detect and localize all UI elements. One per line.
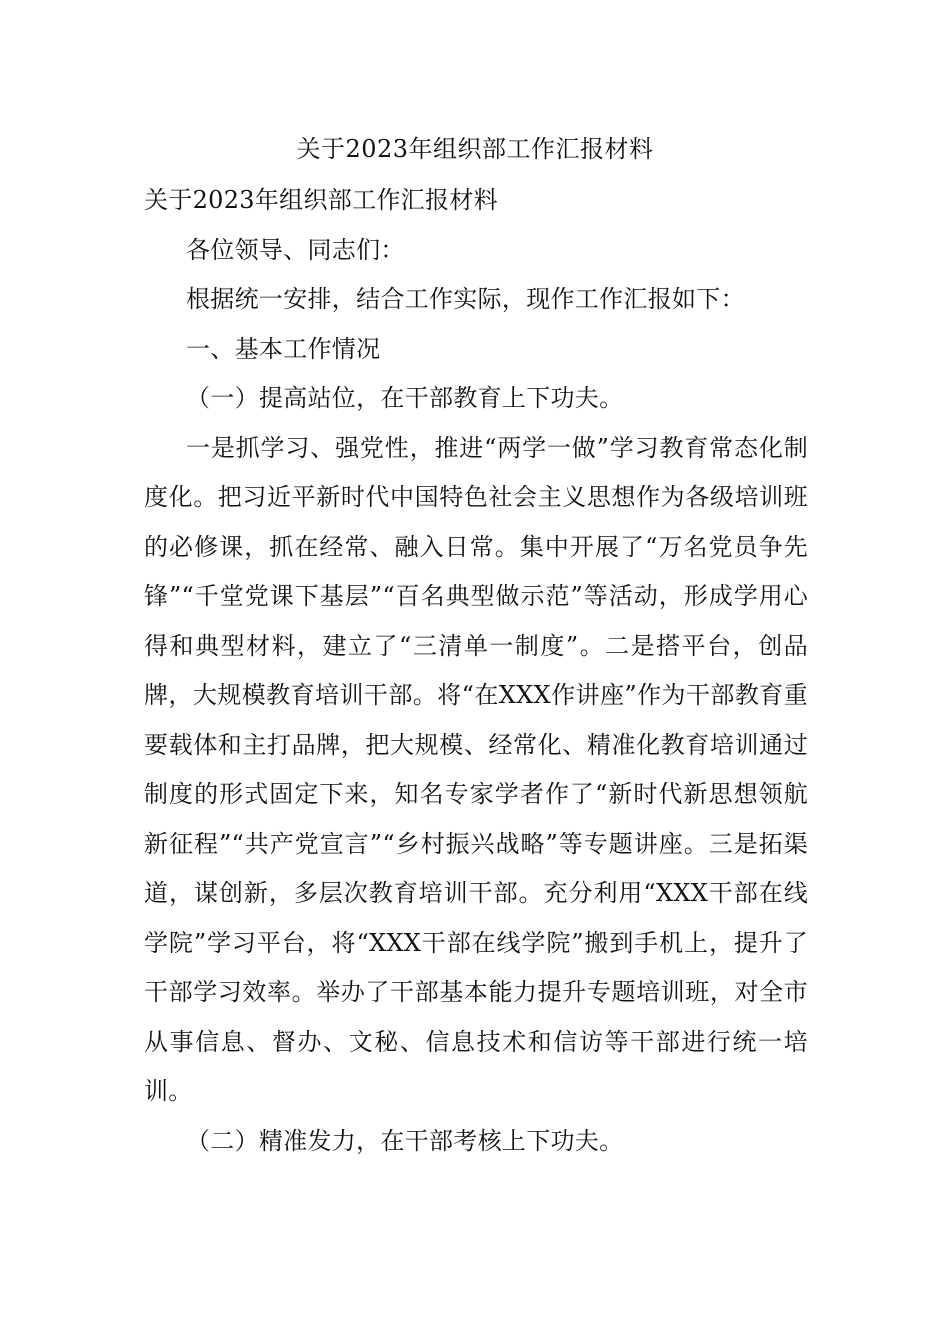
intro-paragraph: 根据统一安排，结合工作实际，现作工作汇报如下： (186, 285, 745, 313)
section-heading-1: 一、基本工作情况 (186, 334, 381, 363)
greeting: 各位领导、同志们： (186, 235, 405, 264)
body-paragraph-1: 一是抓学习、强党性，推进“两学一做”学习教育常态化制度化。把习近平新时代中国特色社会主义思想作为各级培训班的必修课，抓在经常、融入日常。集中开展了“万名党员争先锋”“千堂党课下基层”“百名典型做示范”等活动，形成学用心得和典型材料，建立了“三清单一制度”。二是搭平台，创品牌，大规模教育培训干部。将“在XXX作讲座”作为干部教育重要载体和主打品牌，把大规模、经常化、精准化教育培训通过制度的形式固定下来，知名专家学者作了“新时代新思想领航新征程”“共产党宣言”“乡村振兴战略”等专题讲座。三是拓渠道，谋创新，多层次教育培训干部。充分利用“XXX干部在线学院”学习平台，将“XXX干部在线学院”搬到手机上，提升了干部学习效率。举办了干部基本能力提升专题培训班，对全市从事信息、督办、文秘、信息技术和信访等干部进行统一培训。 (144, 433, 808, 1105)
document-title: 关于2023年组织部工作汇报材料 (296, 135, 654, 163)
subsection-heading-1: （一）提高站位，在干部教育上下功夫。 (186, 384, 624, 412)
subsection-heading-2: （二）精准发力，在干部考核上下功夫。 (186, 1126, 624, 1155)
document-subtitle: 关于2023年组织部工作汇报材料 (144, 186, 498, 214)
document-body (144, 176, 808, 1166)
